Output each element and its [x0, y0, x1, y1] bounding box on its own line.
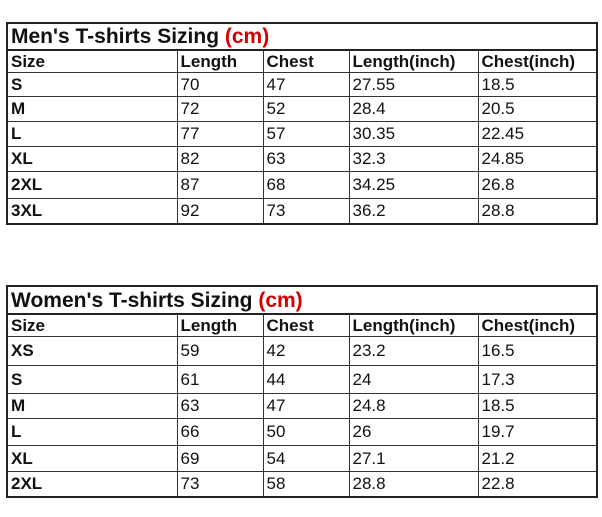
size-cell: S: [7, 365, 177, 393]
women-table-title: [7, 286, 597, 314]
column-header: Length(inch): [349, 314, 478, 336]
column-header: Length(inch): [349, 50, 478, 72]
measurement-cell: 27.55: [349, 72, 478, 96]
size-cell: XS: [7, 336, 177, 365]
measurement-cell: 20.5: [478, 96, 597, 121]
measurement-cell: 52: [263, 96, 349, 121]
table-title-text: Men's T-shirts Sizing: [11, 25, 220, 48]
header-row: [7, 314, 597, 336]
measurement-cell: 32.3: [349, 146, 478, 171]
measurement-cell: 63: [263, 146, 349, 171]
unit-label: (cm): [224, 25, 270, 48]
measurement-cell: 27.1: [349, 445, 478, 471]
mens-sizing-table: [6, 22, 598, 225]
measurement-cell: 82: [177, 146, 263, 171]
size-cell: 2XL: [7, 171, 177, 198]
table-row: [7, 418, 597, 445]
measurement-cell: 73: [177, 471, 263, 497]
measurement-cell: 63: [177, 393, 263, 418]
measurement-cell: 21.2: [478, 445, 597, 471]
measurement-cell: 30.35: [349, 121, 478, 146]
measurement-cell: 19.7: [478, 418, 597, 445]
measurement-cell: 44: [263, 365, 349, 393]
measurement-cell: 16.5: [478, 336, 597, 365]
table-row: [7, 72, 597, 96]
measurement-cell: 61: [177, 365, 263, 393]
measurement-cell: 28.8: [478, 198, 597, 224]
measurement-cell: 77: [177, 121, 263, 146]
table-row: [7, 365, 597, 393]
table-row: [7, 471, 597, 497]
table-row: [7, 146, 597, 171]
measurement-cell: 18.5: [478, 72, 597, 96]
men-table-title: [7, 23, 597, 50]
measurement-cell: 70: [177, 72, 263, 96]
size-cell: XL: [7, 146, 177, 171]
table-row: [7, 393, 597, 418]
column-header: Chest: [263, 314, 349, 336]
women-title-row: [7, 286, 597, 314]
measurement-cell: 26: [349, 418, 478, 445]
measurement-cell: 22.45: [478, 121, 597, 146]
size-cell: L: [7, 121, 177, 146]
measurement-cell: 22.8: [478, 471, 597, 497]
measurement-cell: 36.2: [349, 198, 478, 224]
size-cell: 2XL: [7, 471, 177, 497]
size-cell: S: [7, 72, 177, 96]
column-header: Chest(inch): [478, 50, 597, 72]
size-cell: L: [7, 418, 177, 445]
measurement-cell: 47: [263, 72, 349, 96]
measurement-cell: 69: [177, 445, 263, 471]
table-row: [7, 336, 597, 365]
unit-label: (cm): [258, 288, 303, 312]
measurement-cell: 24.8: [349, 393, 478, 418]
measurement-cell: 23.2: [349, 336, 478, 365]
table-row: [7, 445, 597, 471]
table-title-text: Women's T-shirts Sizing: [11, 288, 253, 312]
measurement-cell: 42: [263, 336, 349, 365]
table-row: [7, 198, 597, 224]
size-cell: XL: [7, 445, 177, 471]
header-row: [7, 50, 597, 72]
measurement-cell: 18.5: [478, 393, 597, 418]
measurement-cell: 66: [177, 418, 263, 445]
measurement-cell: 17.3: [478, 365, 597, 393]
measurement-cell: 73: [263, 198, 349, 224]
measurement-cell: 59: [177, 336, 263, 365]
measurement-cell: 34.25: [349, 171, 478, 198]
measurement-cell: 58: [263, 471, 349, 497]
men-title-row: [7, 23, 597, 50]
column-header: Length: [177, 314, 263, 336]
measurement-cell: 47: [263, 393, 349, 418]
column-header: Chest(inch): [478, 314, 597, 336]
measurement-cell: 54: [263, 445, 349, 471]
column-header: Size: [7, 50, 177, 72]
size-cell: 3XL: [7, 198, 177, 224]
measurement-cell: 26.8: [478, 171, 597, 198]
column-header: Length: [177, 50, 263, 72]
table-row: [7, 171, 597, 198]
womens-sizing-table: [6, 285, 598, 498]
measurement-cell: 57: [263, 121, 349, 146]
measurement-cell: 24.85: [478, 146, 597, 171]
measurement-cell: 87: [177, 171, 263, 198]
column-header: Size: [7, 314, 177, 336]
measurement-cell: 28.4: [349, 96, 478, 121]
measurement-cell: 24: [349, 365, 478, 393]
measurement-cell: 72: [177, 96, 263, 121]
measurement-cell: 68: [263, 171, 349, 198]
table-row: [7, 96, 597, 121]
table-row: [7, 121, 597, 146]
column-header: Chest: [263, 50, 349, 72]
size-cell: M: [7, 393, 177, 418]
size-cell: M: [7, 96, 177, 121]
measurement-cell: 92: [177, 198, 263, 224]
measurement-cell: 28.8: [349, 471, 478, 497]
measurement-cell: 50: [263, 418, 349, 445]
